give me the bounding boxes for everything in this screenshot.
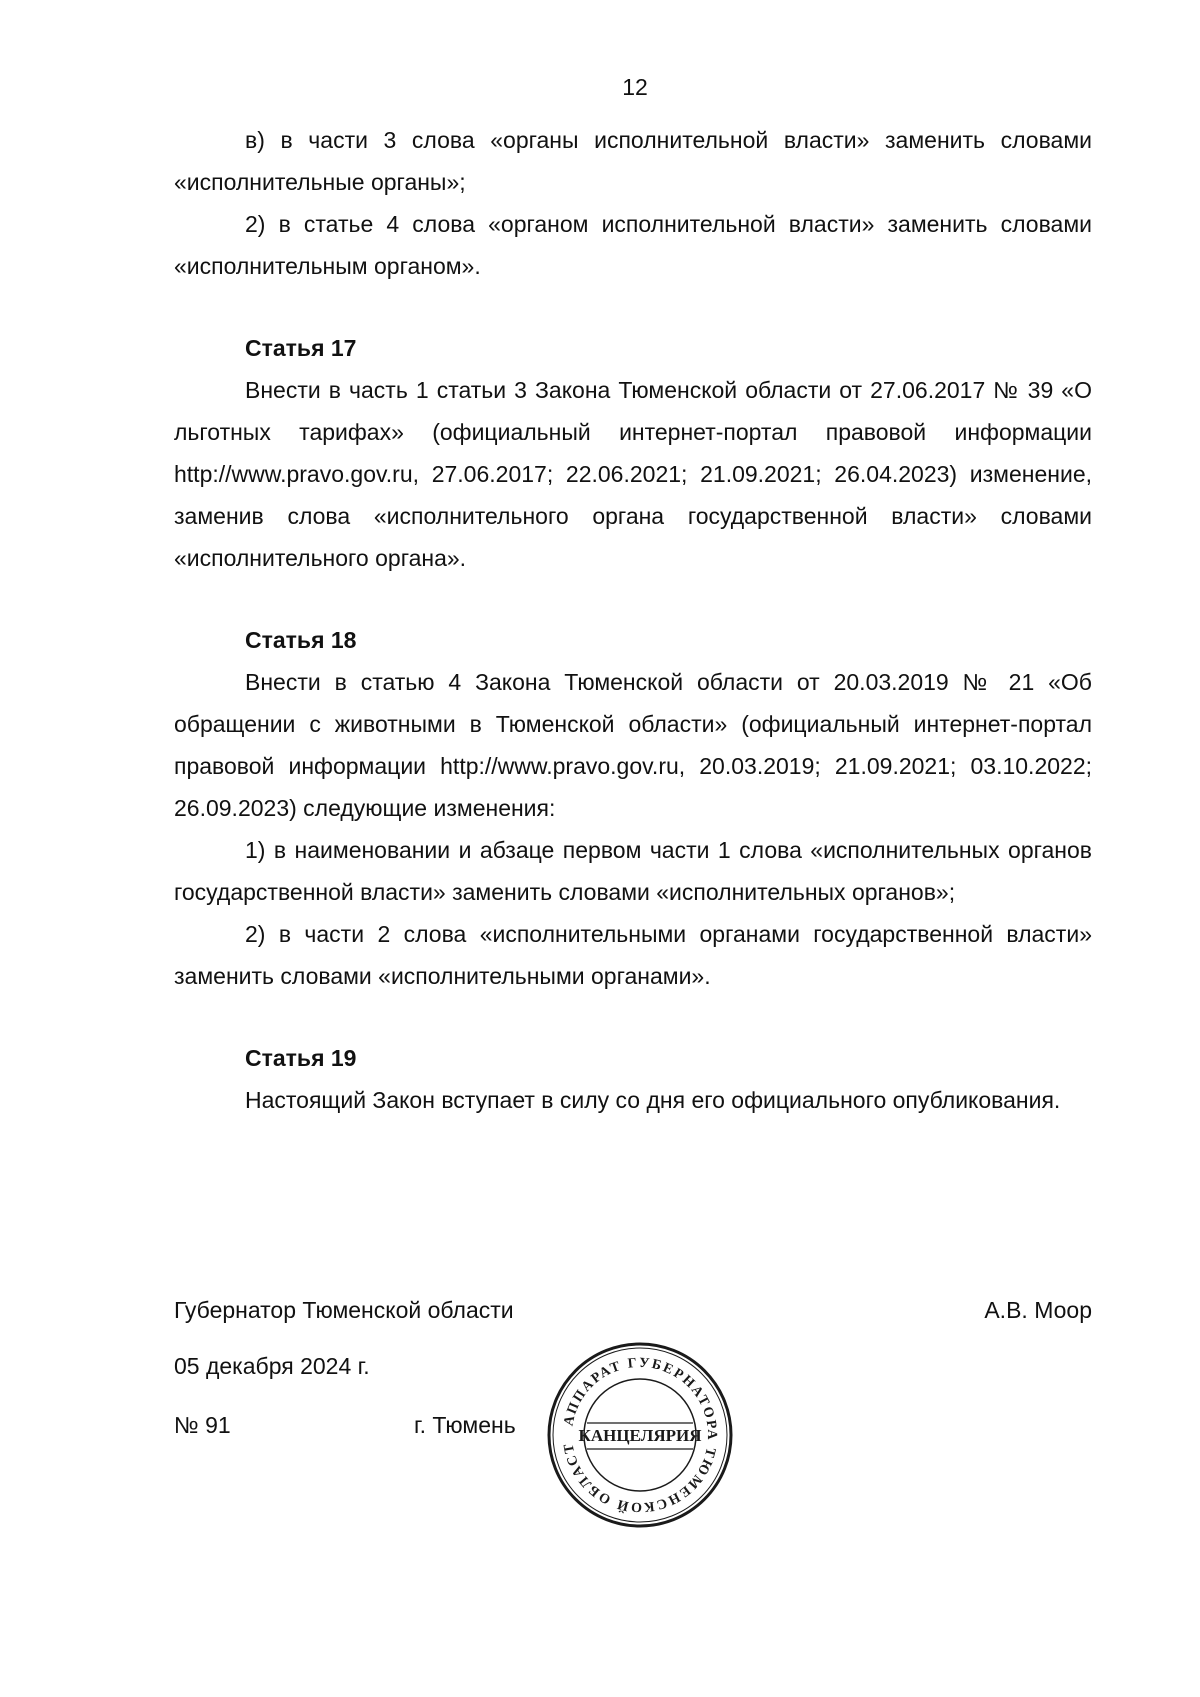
seal-ring-text: АППАРАТ ГУБЕРНАТОРА ТЮМЕНСКОЙ ОБЛАСТ — [561, 1355, 720, 1515]
governor-name: А.В. Моор — [984, 1297, 1092, 1323]
official-seal — [545, 1340, 735, 1530]
governor-title: Губернатор Тюменской области — [174, 1297, 514, 1323]
seal-center-text: КАНЦЕЛЯРИЯ — [578, 1426, 702, 1445]
article-18-item-2: 2) в части 2 слова «исполнительными органами государственной власти» заменить словами «исполнительными органами». — [174, 921, 1092, 989]
article-17-text: Внести в часть 1 статьи 3 Закона Тюменской области от 27.06.2017 № 39 «О льготных тарифах» (официальный интернет-портал правовой информации http://www.pravo.gov.ru, 27.06.2017; 22.06.2021; 21.09.2021; 26.04.2023) изменение, заменив слова «исполнительного органа государственной власти» словами «исполнительного органа». — [174, 377, 1092, 571]
article-18-heading: Статья 18 — [245, 627, 357, 653]
paragraph-3v: в) в части 3 слова «органы исполнительной власти» заменить словами «исполнительные органы»; — [174, 127, 1092, 195]
document-number: № 91 — [174, 1412, 231, 1438]
article-19-text: Настоящий Закон вступает в силу со дня его официального опубликования. — [245, 1087, 1061, 1113]
document-body — [174, 119, 1092, 1121]
seal-graphic — [545, 1340, 735, 1530]
article-17-heading: Статья 17 — [245, 335, 357, 361]
document-date: 05 декабря 2024 г. — [174, 1353, 370, 1379]
article-18-item-1: 1) в наименовании и абзаце первом части 1 слова «исполнительных органов государственной власти» заменить словами «исполнительных органов»; — [174, 837, 1092, 905]
page-number: 12 — [622, 74, 648, 100]
signature-row — [174, 1297, 1092, 1324]
article-18-text: Внести в статью 4 Закона Тюменской области от 20.03.2019 № 21 «Об обращении с животными в Тюменской области» (официальный интернет-портал правовой информации http://www.pravo.gov.ru, 20.03.2019; 21.09.2021; 03.10.2022; 26.09.2023) следующие изменения: — [174, 669, 1092, 821]
article-19-heading: Статья 19 — [245, 1045, 357, 1071]
paragraph-2-article4: 2) в статье 4 слова «органом исполнительной власти» заменить словами «исполнительным органом». — [174, 211, 1092, 279]
document-city: г. Тюмень — [414, 1412, 516, 1438]
